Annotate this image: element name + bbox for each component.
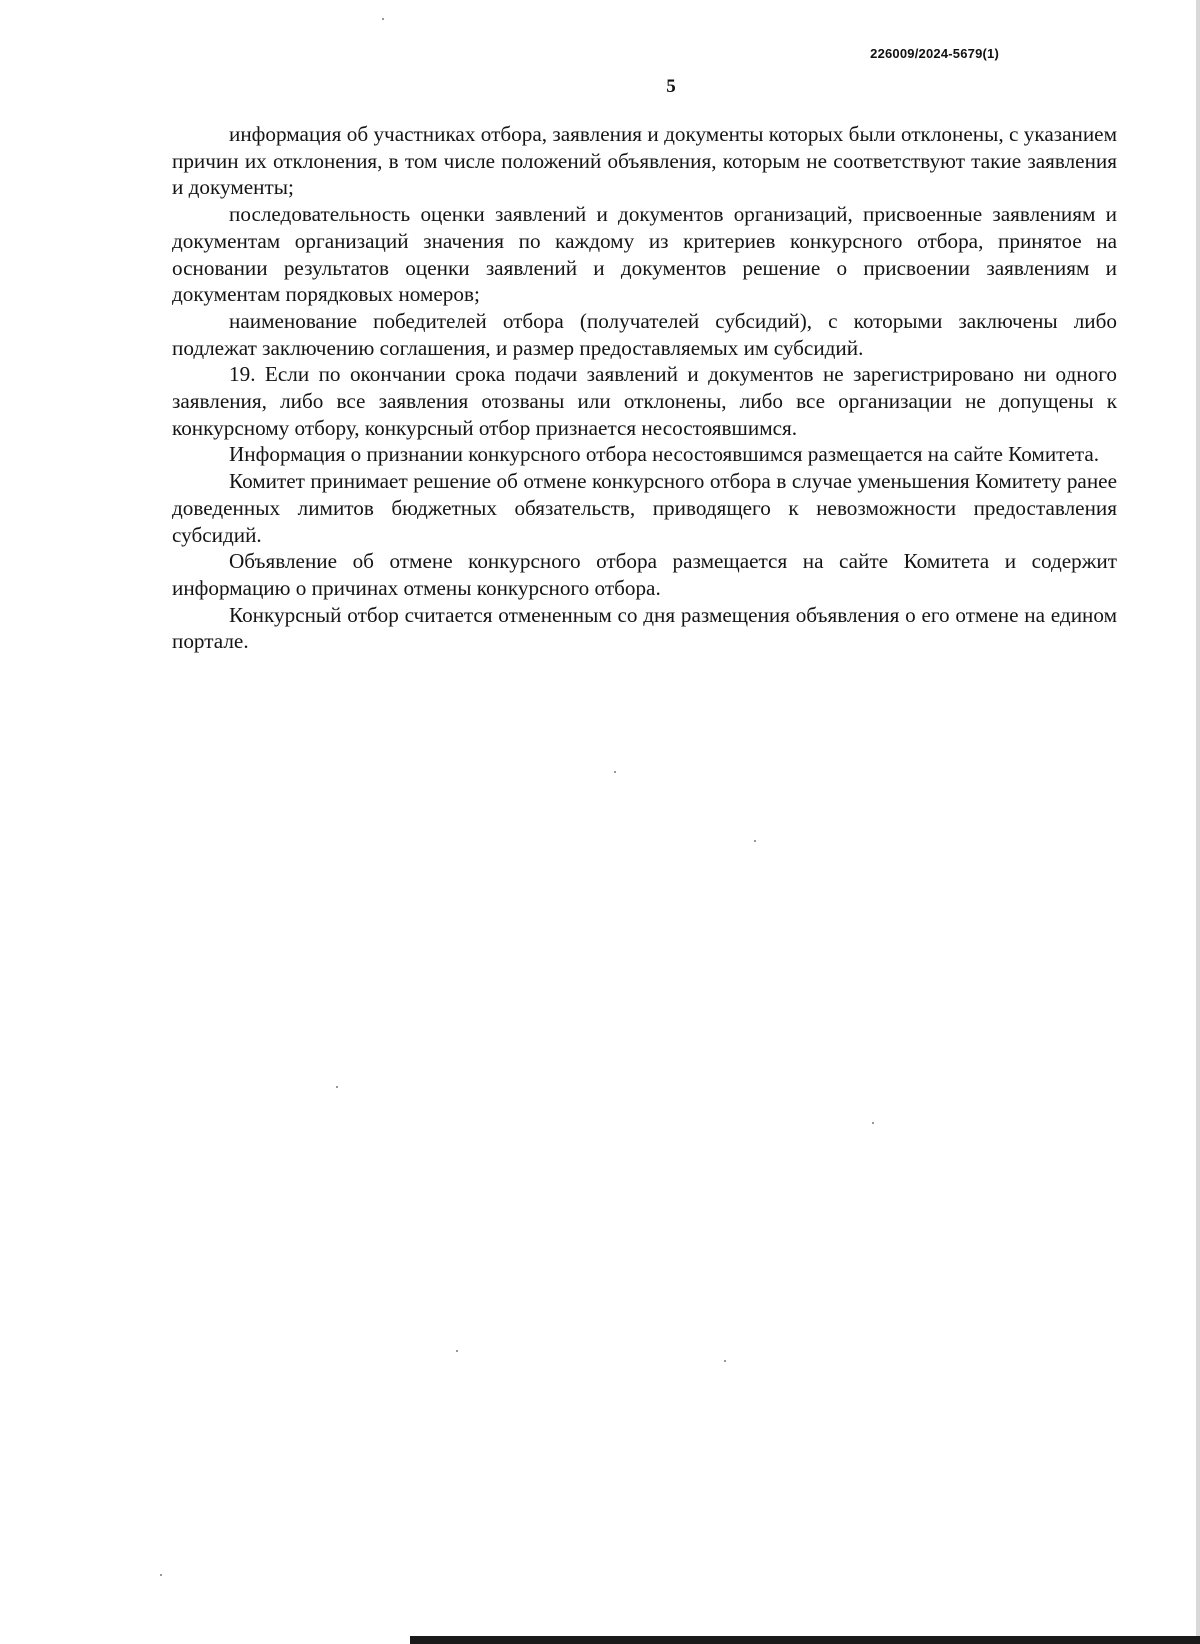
scan-speck [872, 1122, 874, 1124]
document-number: 226009/2024-5679(1) [870, 46, 999, 61]
paragraph-clause-19: 19. Если по окончании срока подачи заявлений и документов не зарегистрировано ни одного заявления, либо все заявления отозваны или отклонены, либо все организации не допущены к конкурсному отбору, конкурсный отбор признается несостоявшимся. [172, 362, 1117, 440]
scan-speck [754, 840, 756, 842]
scan-speck [614, 771, 616, 773]
paragraph-cancellation-announcement: Объявление об отмене конкурсного отбора размещается на сайте Комитета и содержит информацию о причинах отмены конкурсного отбора. [172, 549, 1117, 600]
paragraph-cancellation-decision: Комитет принимает решение об отмене конкурсного отбора в случае уменьшения Комитету ранее доведенных лимитов бюджетных обязательств, приводящего к невозможности предоставления субсидий. [172, 469, 1117, 547]
paragraph-winners: наименование победителей отбора (получателей субсидий), с которыми заключены либо подлежат заключению соглашения, и размер предоставляемых им субсидий. [172, 308, 1117, 360]
paragraph-rejected-participants: информация об участниках отбора, заявления и документы которых были отклонены, с указанием причин их отклонения, в том числе положений объявления, которым не соответствуют такие заявления и документы; [172, 122, 1117, 200]
scan-speck [456, 1350, 458, 1352]
scan-right-edge [1196, 0, 1200, 1644]
scan-speck [724, 1360, 726, 1362]
scan-speck [160, 1574, 162, 1576]
paragraph-failed-selection-info: Информация о признании конкурсного отбора несостоявшимся размещается на сайте Комитета. [229, 442, 1100, 467]
scan-speck [336, 1086, 338, 1088]
paragraph-cancellation-effective: Конкурсный отбор считается отмененным со дня размещения объявления о его отмене на едином портале. [172, 602, 1117, 654]
document-body [172, 121, 1117, 655]
paragraph-evaluation-sequence: последовательность оценки заявлений и документов организаций, присвоенные заявлениям и документам организаций значения по каждому из критериев конкурсного отбора, принятое на основании результатов оценки заявлений и документов решение о присвоении заявлениям и документам порядковых номеров; [172, 202, 1117, 307]
page-number: 5 [666, 76, 676, 97]
scan-bottom-edge [410, 1636, 1200, 1644]
scan-speck [382, 18, 384, 20]
